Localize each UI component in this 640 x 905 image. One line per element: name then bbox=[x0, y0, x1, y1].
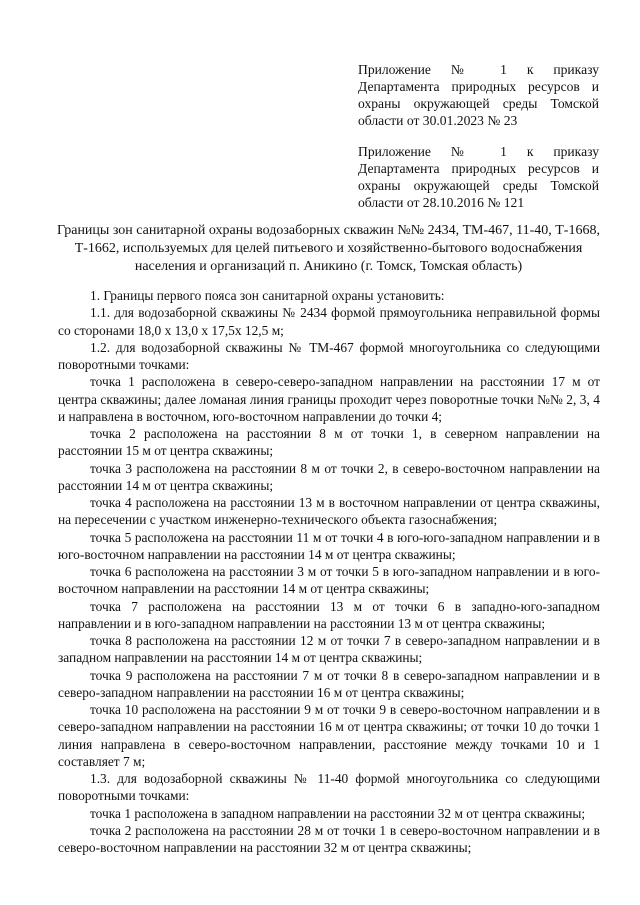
point-8-tm467: точка 8 расположена на расстоянии 12 м от точки 7 в северо-западном направлении и в западном направлении на расстоянии 14 м от центра скважины; bbox=[58, 633, 600, 666]
paragraph-1-3: 1.3. для водозаборной скважины № 11-40 формой многоугольника со следующими поворотными точками: bbox=[58, 771, 600, 804]
point-10-tm467: точка 10 расположена на расстоянии 9 м от точки 9 в северо-восточном направлении и в северо-западном направлении на расстоянии 16 м от центра скважины; от точки 10 до точки 1 линия направлена в северо-восточном направлении, расстояние между точками 10 и 1 составляет 7 м; bbox=[58, 702, 600, 769]
appendix-note-2: Приложение № 1 к приказу Департамента природных ресурсов и охраны окружающей среды Томской области от 28.10.2016 № 121 bbox=[358, 144, 599, 210]
appendix-note-1: Приложение № 1 к приказу Департамента природных ресурсов и охраны окружающей среды Томской области от 30.01.2023 № 23 bbox=[358, 62, 599, 128]
document-title: Границы зон санитарной охраны водозаборных скважин №№ 2434, ТМ-467, 11-40, Т-1668, Т-1662, используемых для целей питьевого и хозяйственно-бытового водоснабжения населения и организаций п. Аникино (г. Томск, Томская область) bbox=[57, 223, 600, 274]
point-4-tm467: точка 4 расположена на расстоянии 13 м в восточном направлении от центра скважины, на пересечении с участком инженерно-технического объекта газоснабжения; bbox=[58, 495, 600, 528]
point-1-tm467: точка 1 расположена в северо-северо-западном направлении на расстоянии 17 м от центра скважины; далее ломаная линия границы проходит через поворотные точки №№ 2, 3, 4 и направлена в восточном, юго-восточном направлении до точки 4; bbox=[58, 374, 600, 424]
point-3-tm467: точка 3 расположена на расстоянии 8 м от точки 2, в северо-восточном направлении на расстоянии 14 м от центра скважины; bbox=[58, 460, 600, 493]
point-9-tm467: точка 9 расположена на расстоянии 7 м от точки 8 в северо-западном направлении и в северо-западном направлении на расстоянии 16 м от центра скважины; bbox=[58, 667, 600, 700]
point-6-tm467: точка 6 расположена на расстоянии 3 м от точки 5 в юго-западном направлении и в юго-восточном направлении на расстоянии 14 м от центра скважины; bbox=[58, 564, 600, 597]
point-1-11-40: точка 1 расположена в западном направлении на расстоянии 32 м от центра скважины; bbox=[90, 805, 586, 821]
point-5-tm467: точка 5 расположена на расстоянии 11 м от точки 4 в юго-юго-западном направлении и в юго-восточном направлении на расстоянии 14 м от центра скважины; bbox=[58, 529, 600, 562]
paragraph-1: 1. Границы первого пояса зон санитарной охраны установить: bbox=[90, 288, 445, 303]
paragraph-1-1: 1.1. для водозаборной скважины № 2434 формой прямоугольника неправильной формы со сторонами 18,0 х 13,0 х 17,5х 12,5 м; bbox=[58, 305, 600, 338]
point-2-tm467: точка 2 расположена на расстоянии 8 м от точки 1, в северном направлении на расстоянии 15 м от центра скважины; bbox=[58, 426, 600, 459]
document-body bbox=[58, 287, 600, 856]
point-7-tm467: точка 7 расположена на расстоянии 13 м от точки 6 в западно-юго-западном направлении и в юго-западном направлении на расстоянии 13 м от центра скважины; bbox=[58, 598, 600, 631]
paragraph-1-2: 1.2. для водозаборной скважины № ТМ-467 формой многоугольника со следующими поворотными точками: bbox=[58, 339, 600, 372]
point-2-11-40: точка 2 расположена на расстоянии 28 м от точки 1 в северо-восточном направлении и в северо-восточном направлении на расстоянии 32 м от центра скважины; bbox=[58, 822, 600, 855]
